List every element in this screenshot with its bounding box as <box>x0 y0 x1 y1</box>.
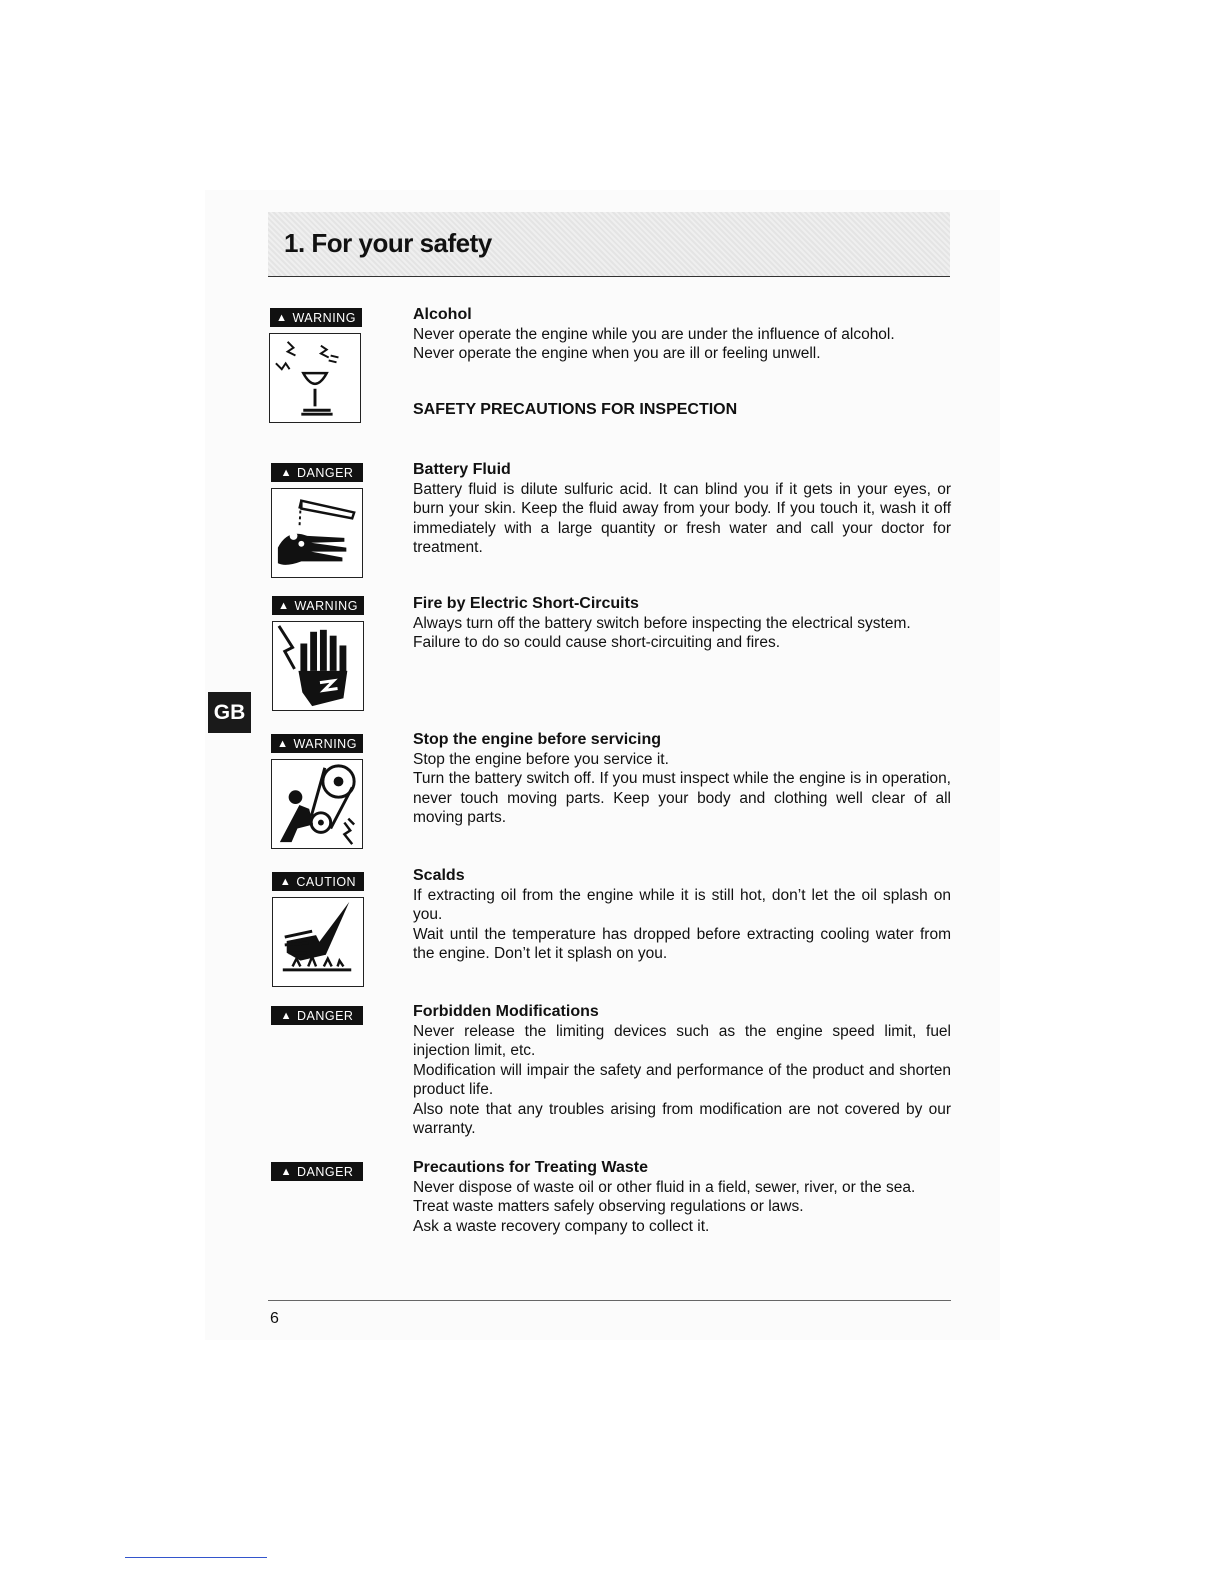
section-text: Modification will impair the safety and performance of the product and shorten product life. <box>413 1061 951 1098</box>
warning-triangle-icon: ▲ <box>276 311 288 324</box>
section-text: Battery fluid is dilute sulfuric acid. It can blind you if it gets in your eyes, or burn your skin. Keep the fluid away from your body. If you touch it, wash it off immediately with a large quantity or fresh water and call your doctor for treatment. <box>413 480 951 556</box>
section-title: Forbidden Modifications <box>413 1003 599 1020</box>
section-title: Stop the engine before servicing <box>413 731 662 748</box>
signal-word: WARNING <box>294 598 358 613</box>
warning-label-alcohol <box>270 308 362 327</box>
footer-divider <box>268 1300 951 1301</box>
danger-label-waste <box>271 1162 363 1181</box>
warning-triangle-icon: ▲ <box>280 1009 292 1022</box>
section-alcohol <box>413 305 951 364</box>
signal-word: WARNING <box>292 310 356 325</box>
section-text: Wait until the temperature has dropped before extracting cooling water from the engine. Don’t let it splash on you. <box>413 925 951 962</box>
warning-label-fire <box>272 596 364 615</box>
section-title: Fire by Electric Short-Circuits <box>413 595 639 612</box>
section-text: Treat waste matters safely observing regulations or laws. <box>413 1198 804 1215</box>
section-text: Never operate the engine while you are under the influence of alcohol. <box>413 325 895 343</box>
signal-word: DANGER <box>296 465 354 480</box>
scan-artifact-line <box>125 1557 267 1558</box>
warning-triangle-icon: ▲ <box>278 599 290 612</box>
signal-word: DANGER <box>296 1008 354 1023</box>
section-treating-waste <box>413 1158 951 1236</box>
moving-parts-belt-icon <box>271 759 363 849</box>
warning-triangle-icon: ▲ <box>277 737 289 750</box>
warning-triangle-icon: ▲ <box>280 466 292 479</box>
danger-label-battery <box>271 463 363 482</box>
section-stop-engine <box>413 730 951 828</box>
hot-liquid-hand-icon <box>272 897 364 987</box>
section-text: Never dispose of waste oil or other fluid in a field, sewer, river, or the sea. <box>413 1178 916 1196</box>
section-fire-short-circuits <box>413 594 951 653</box>
section-text: Never operate the engine when you are ill or feeling unwell. <box>413 345 821 362</box>
warning-triangle-icon: ▲ <box>280 1165 292 1178</box>
caution-label-scalds <box>272 872 364 891</box>
section-text: Never release the limiting devices such as the engine speed limit, fuel injection limit, etc. <box>413 1022 951 1059</box>
alcohol-glass-icon <box>269 333 361 423</box>
section-title: Precautions for Treating Waste <box>413 1159 649 1176</box>
section-text: Turn the battery switch off. If you must inspect while the engine is in operation, never touch moving parts. Keep your body and clothing well clear of all moving parts. <box>413 770 951 826</box>
warning-triangle-icon: ▲ <box>279 875 292 888</box>
signal-word: WARNING <box>293 736 357 751</box>
section-text: Failure to do so could cause short-circuiting and fires. <box>413 634 781 651</box>
inspection-heading: SAFETY PRECAUTIONS FOR INSPECTION <box>413 401 738 418</box>
page-number: 6 <box>270 1310 279 1327</box>
signal-word: CAUTION <box>296 874 357 889</box>
warning-label-stop-engine <box>271 734 363 753</box>
section-text: If extracting oil from the engine while it is still hot, don’t let the oil splash on you. <box>413 886 951 923</box>
language-tab: GB <box>208 692 251 733</box>
section-text: Ask a waste recovery company to collect it. <box>413 1217 710 1235</box>
section-text: Stop the engine before you service it. <box>413 750 669 768</box>
section-title: Battery Fluid <box>413 461 511 478</box>
page-title: 1. For your safety <box>284 228 492 258</box>
signal-word: DANGER <box>296 1164 354 1179</box>
danger-label-modifications <box>271 1006 363 1025</box>
section-scalds <box>413 866 951 964</box>
section-battery-fluid <box>413 460 951 558</box>
section-title: Alcohol <box>413 306 472 323</box>
section-text: Also note that any troubles arising from modification are not covered by our warranty. <box>413 1100 951 1137</box>
section-title: Scalds <box>413 867 465 884</box>
acid-burn-icon <box>271 488 363 578</box>
electric-shock-hand-icon <box>272 621 364 711</box>
section-text: Always turn off the battery switch before inspecting the electrical system. <box>413 614 911 632</box>
section-forbidden-modifications <box>413 1002 951 1139</box>
